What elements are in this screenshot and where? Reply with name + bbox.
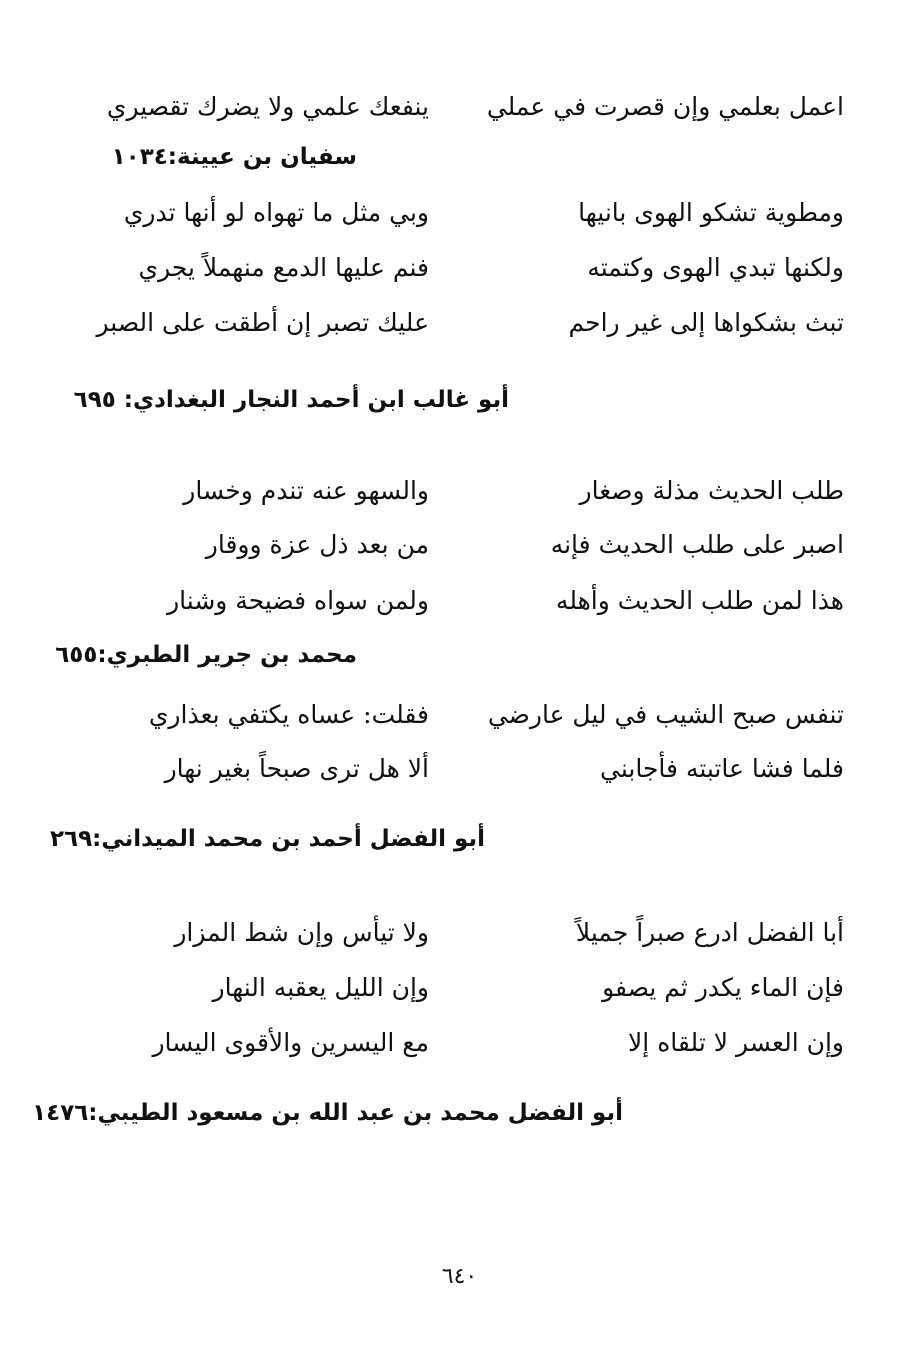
verse-second-hemistich: وبي مثل ما تهواه لو أنها تدري xyxy=(123,198,429,227)
poet-heading: أبو الفضل محمد بن عبد الله بن مسعود الطيبي:١٤٧٦ xyxy=(32,1100,623,1126)
verse-second-hemistich: عليك تصبر إن أطقت على الصبر xyxy=(96,308,429,337)
verse-first-hemistich: فلما فشا عاتبته فأجابني xyxy=(600,754,844,783)
verse-first-hemistich: أبا الفضل ادرع صبراً جميلاً xyxy=(575,918,844,947)
verse-line xyxy=(0,746,919,792)
verse-first-hemistich: فإن الماء يكدر ثم يصفو xyxy=(602,973,844,1002)
verse-line xyxy=(0,190,919,236)
verse-first-hemistich: وإن العسر لا تلقاه إلا xyxy=(628,1028,844,1057)
verse-line xyxy=(0,300,919,346)
poet-heading: أبو الفضل أحمد بن محمد الميداني:٢٦٩ xyxy=(50,826,485,852)
poet-heading: أبو غالب ابن أحمد النجار البغدادي: ٦٩٥ xyxy=(73,387,509,413)
verse-first-hemistich: هذا لمن طلب الحديث وأهله xyxy=(555,586,844,615)
verse-first-hemistich: ولكنها تبدي الهوى وكتمته xyxy=(587,253,844,282)
verse-first-hemistich: تنفس صبح الشيب في ليل عارضي xyxy=(487,700,844,729)
verse-line xyxy=(0,965,919,1011)
verse-second-hemistich: والسهو عنه تندم وخسار xyxy=(183,476,429,505)
verse-first-hemistich: ومطوية تشكو الهوى بانيها xyxy=(578,198,844,227)
verse-second-hemistich: ولمن سواه فضيحة وشنار xyxy=(167,586,429,615)
verse-first-hemistich: طلب الحديث مذلة وصغار xyxy=(579,476,844,505)
verse-second-hemistich: ألا هل ترى صبحاً بغير نهار xyxy=(164,754,429,783)
verse-second-hemistich: فقلت: عساه يكتفي بعذاري xyxy=(148,700,429,729)
poet-heading: محمد بن جرير الطبري:٦٥٥ xyxy=(55,642,357,668)
verse-second-hemistich: ينفعك علمي ولا يضرك تقصيري xyxy=(106,92,429,121)
verse-line xyxy=(0,578,919,624)
verse-second-hemistich: من بعد ذل عزة ووقار xyxy=(205,530,429,559)
verse-second-hemistich: ولا تيأس وإن شط المزار xyxy=(174,918,429,947)
verse-line xyxy=(0,692,919,738)
verse-line xyxy=(0,245,919,291)
verse-second-hemistich: مع اليسرين والأقوى اليسار xyxy=(152,1028,429,1057)
verse-first-hemistich: تبث بشكواها إلى غير راحم xyxy=(568,308,844,337)
verse-line xyxy=(0,468,919,514)
page-number: ٦٤٠ xyxy=(441,1264,478,1289)
verse-second-hemistich: فنم عليها الدمع منهملاً يجري xyxy=(138,253,429,282)
verse-first-hemistich: اصبر على طلب الحديث فإنه xyxy=(550,530,844,559)
verse-line xyxy=(0,84,919,130)
verse-first-hemistich: اعمل بعلمي وإن قصرت في عملي xyxy=(486,92,844,121)
verse-line xyxy=(0,1020,919,1066)
poet-heading: سفيان بن عيينة:١٠٣٤ xyxy=(111,144,357,170)
verse-line xyxy=(0,522,919,568)
verse-line xyxy=(0,910,919,956)
verse-second-hemistich: وإن الليل يعقبه النهار xyxy=(212,973,429,1002)
